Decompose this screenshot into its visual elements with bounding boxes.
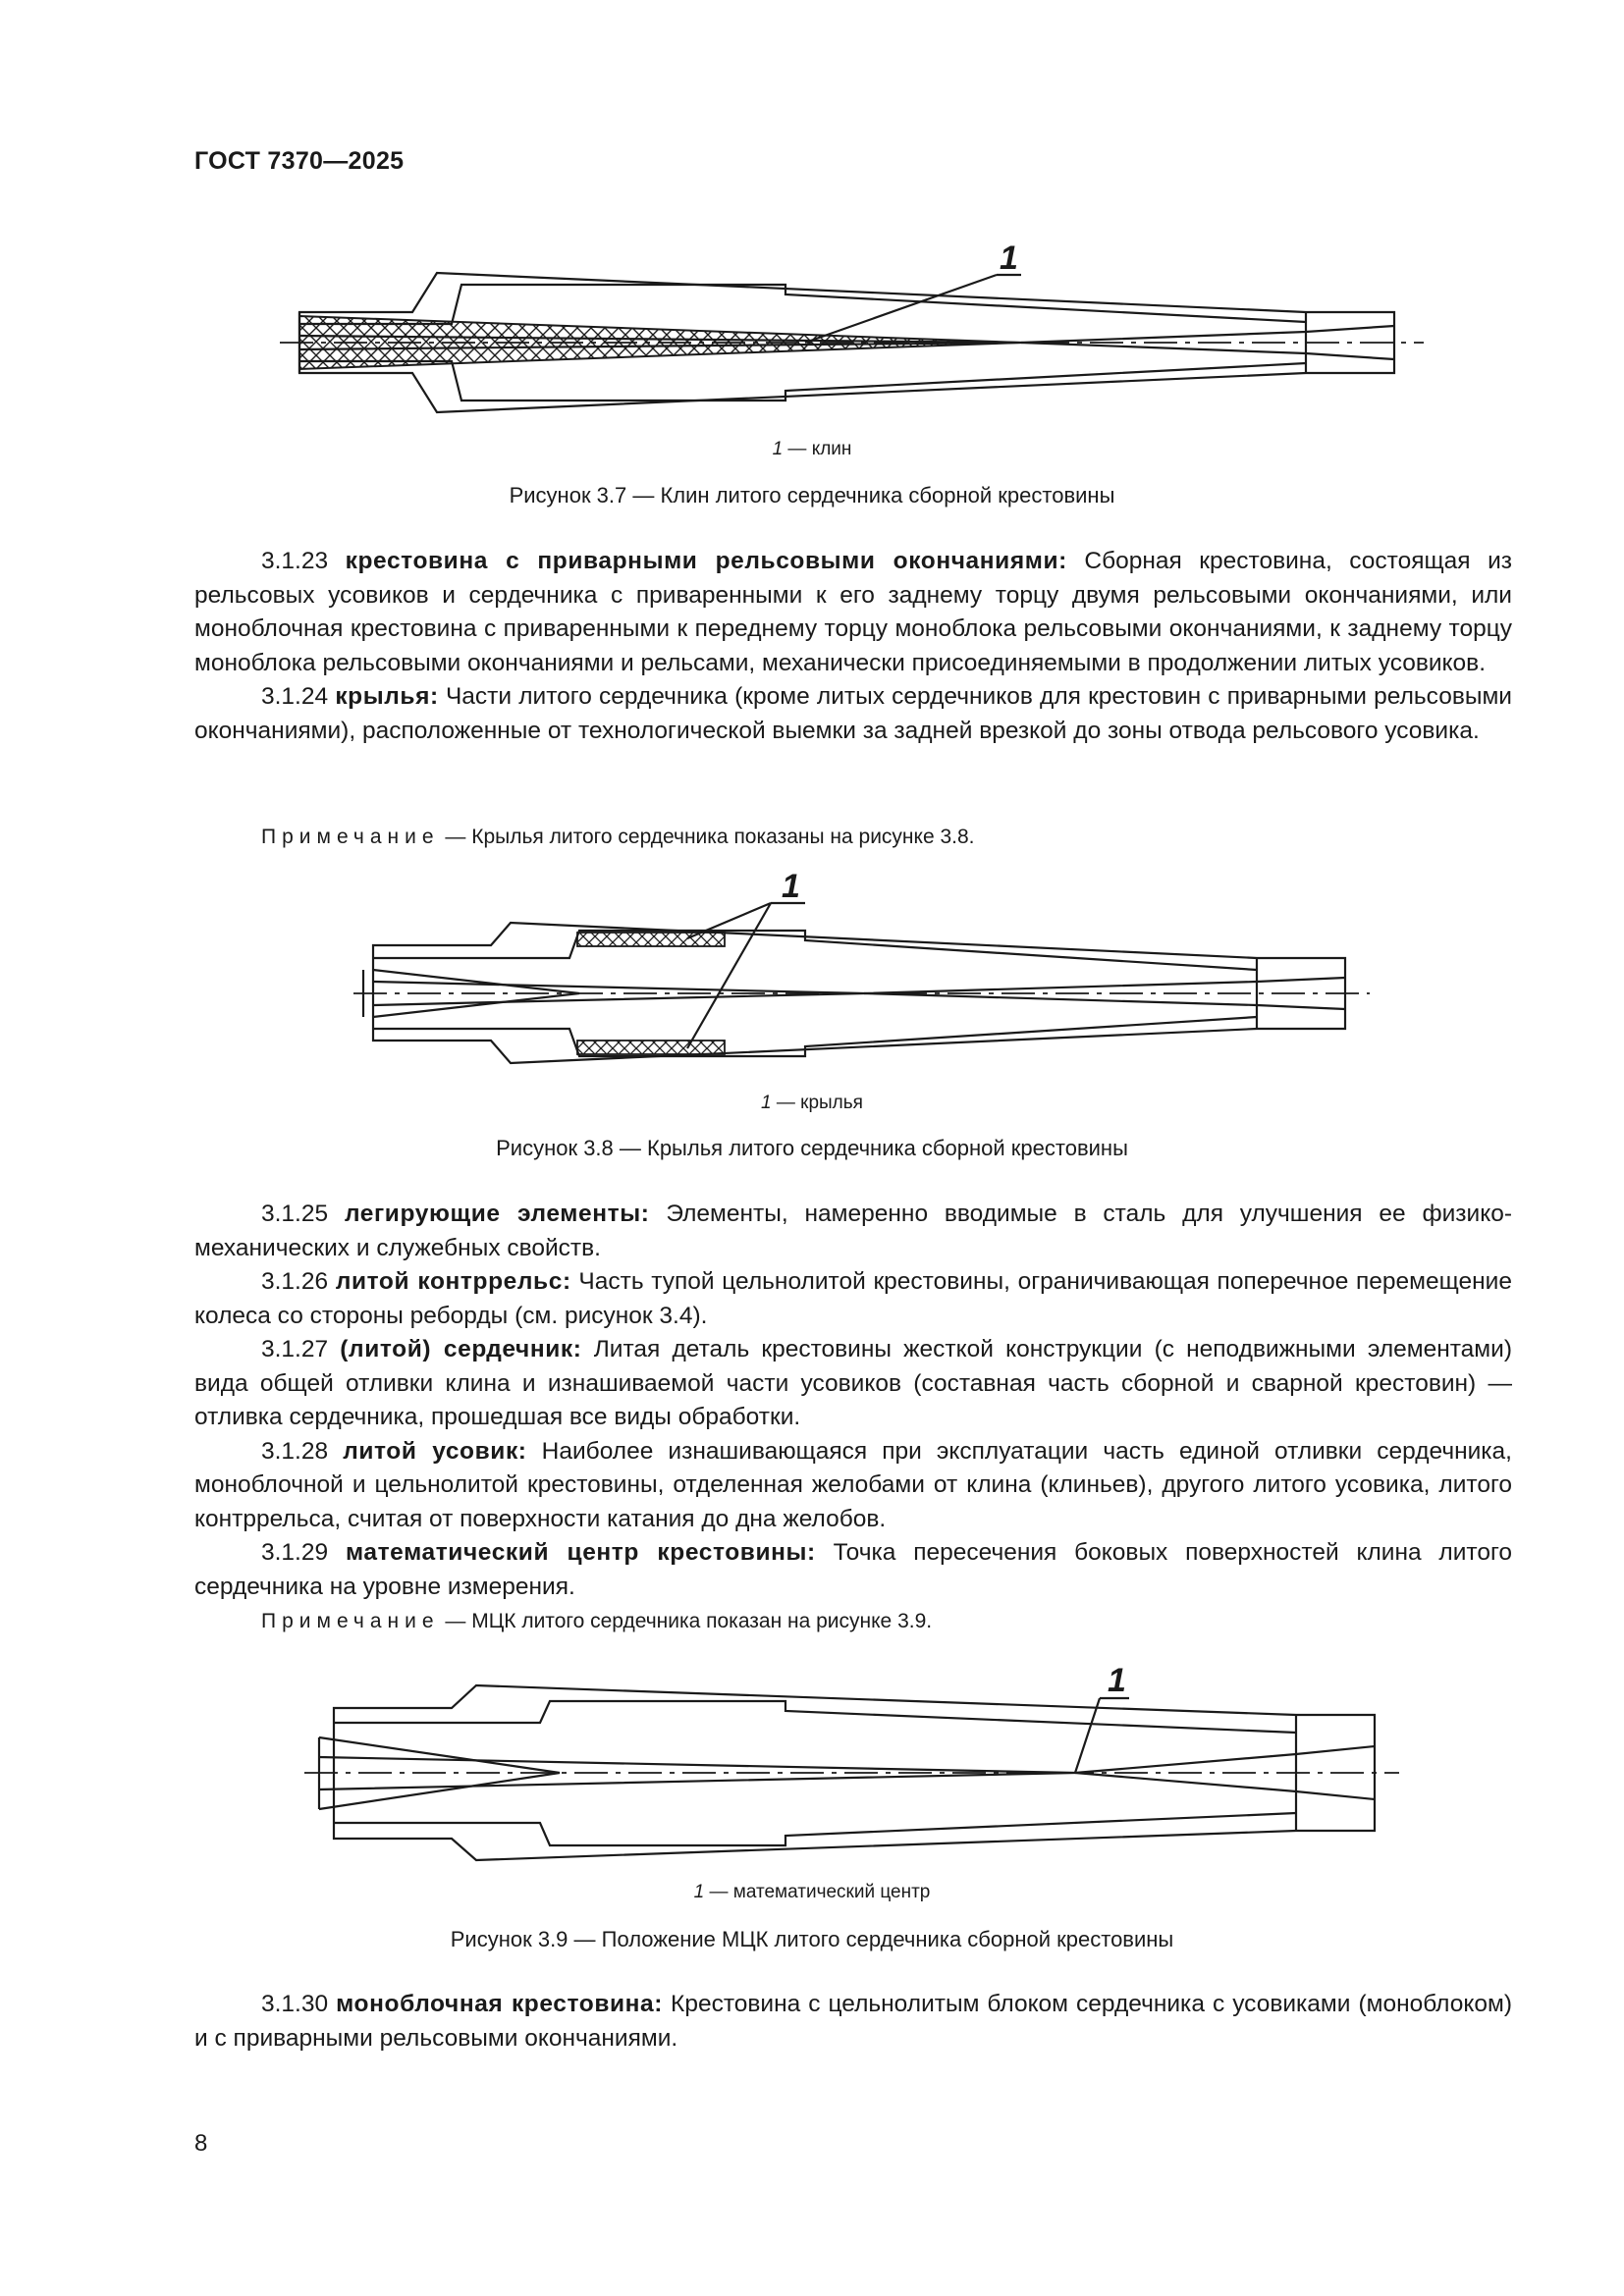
paragraph-3-1-27: 3.1.27 (литой) сердечник: Литая деталь крестовины жесткой конструкции (с неподвижными элементами) вида общей отливки клина и изнашиваемой части усовиков (составная часть сборной и сварной крестовин) — отливка сердечника, прошедшая все виды обработки. [194,1336,1512,1430]
figure-3-7-callout: 1 [1000,245,1018,277]
paragraph-3-1-26: 3.1.26 литой контррельс: Часть тупой цельнолитой крестовины, ограничивающая поперечное перемещение колеса со стороны реборды (см. рисунок 3.4). [194,1268,1512,1329]
frog-drawing-wedge [0,245,1624,442]
paragraph-3-1-23: 3.1.23 крестовина с приварными рельсовыми окончаниями: Сборная крестовина, состоящая из рельсовых усовиков и сердечника с приваренными к его заднему торцу двумя рельсовыми окончаниями, или моноблочная крестовина с приваренными к переднему торцу моноблока рельсовыми окончаниями, к заднему торцу моноблока рельсовыми окончаниями и рельсами, механически присоединяемыми в продолжении литых усовиков. [194,548,1512,676]
paragraph-3-1-29: 3.1.29 математический центр крестовины: Точка пересечения боковых поверхностей клина литого сердечника на уровне измерения. [194,1539,1512,1600]
figure-3-8 [0,872,1624,1088]
paragraph-3-1-24: 3.1.24 крылья: Части литого сердечника (кроме литых сердечников для крестовин с приварными рельсовыми окончаниями), расположенные от технологической выемки за задней врезкой до зоны отвода рельсового усовика. [194,683,1512,744]
paragraph-3-1-30: 3.1.30 моноблочная крестовина: Крестовина с цельнолитым блоком сердечника с усовиками (моноблоком) и с приварными рельсовыми окончаниями. [194,1991,1512,2052]
text-block-2 [194,1198,1512,1604]
frog-drawing-math-center [0,1664,1624,1885]
figure-3-8-legend: 1 — крылья [761,1093,863,1113]
paragraph-3-1-28: 3.1.28 литой усовик: Наиболее изнашивающаяся при эксплуатации часть единой отливки сердечника, моноблочной и цельнолитой крестовины, отделенная желобами от клина (клиньев), другого литого усовика, литого контррельса, считая от поверхности катания до дна желобов. [194,1437,1512,1532]
figure-3-7-caption: Рисунок 3.7 — Клин литого сердечника сборной крестовины [509,483,1115,507]
frog-drawing-wings [0,872,1624,1088]
document-header: ГОСТ 7370—2025 [194,147,405,175]
note-figure-3-8: Примечание — Крылья литого сердечника показаны на рисунке 3.8. [261,826,975,848]
page-number: 8 [194,2130,208,2157]
note-figure-3-9: Примечание — МЦК литого сердечника показан на рисунке 3.9. [261,1610,933,1632]
figure-3-7 [0,245,1624,442]
figure-3-9-caption: Рисунок 3.9 — Положение МЦК литого сердечника сборной крестовины [450,1927,1174,1951]
text-block-3 [194,1988,1512,2056]
figure-3-9 [0,1664,1624,1885]
figure-3-8-caption: Рисунок 3.8 — Крылья литого сердечника сборной крестовины [496,1136,1128,1160]
text-block-1 [194,545,1512,748]
figure-3-8-callout: 1 [782,872,800,905]
figure-3-9-callout: 1 [1108,1664,1126,1699]
paragraph-3-1-25: 3.1.25 легирующие элементы: Элементы, намеренно вводимые в сталь для улучшения ее физико-механических и служебных свойств. [194,1201,1512,1261]
figure-3-7-legend: 1 — клин [772,439,852,459]
figure-3-9-legend: 1 — математический центр [693,1882,931,1902]
